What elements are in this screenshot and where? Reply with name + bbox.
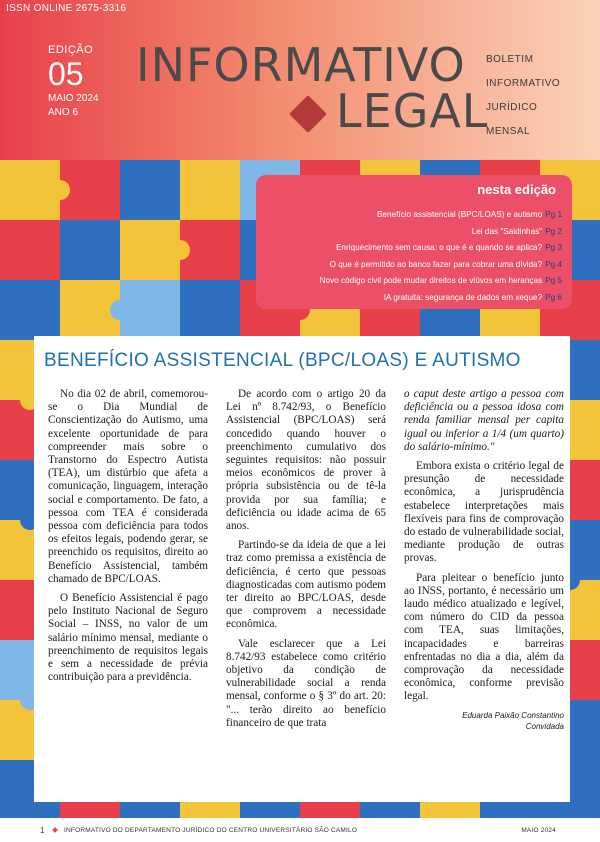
toc-item-page: Pg 2 <box>545 226 562 236</box>
author-signature <box>404 710 564 732</box>
toc-item-text: Lei das "Saidinhas" <box>471 226 543 236</box>
boletim-line: INFORMATIVO <box>486 78 561 89</box>
toc-item[interactable] <box>320 257 562 274</box>
toc-item[interactable] <box>320 224 562 241</box>
toc-list <box>320 207 562 307</box>
paragraph: Partindo-se da ideia de que a lei traz como premissa a existência de deficiência, é certo que pessoas diagnosticadas com autismo podem ter direito ao BPC/LOAS, desde que comprovem a necessidade econômica. <box>226 539 386 631</box>
edition-year: ANO 6 <box>48 107 79 118</box>
boletim-line: JURÍDICO <box>486 102 538 113</box>
toc-item[interactable] <box>320 273 562 290</box>
issn-label: ISSN ONLINE 2675-3316 <box>6 3 127 14</box>
paragraph: Para pleitear o benefício junto ao INSS, portanto, é necessário um laudo médico atualizado e legível, com número do CID da pessoa com TEA, suas limitações, incapacidades e barreiras enfrentadas no dia a dia, além da comprovação da necessidade econômica, conforme previsão legal. <box>404 571 564 703</box>
toc-item-text: IA gratuita: segurança de dados em xeque? <box>383 292 543 302</box>
boletim-line: MENSAL <box>486 126 531 137</box>
footer-page-number: 1 <box>40 826 45 835</box>
author-name: Eduarda Paixão Constantino <box>462 710 564 720</box>
toc-item[interactable] <box>320 290 562 307</box>
toc-item-page: Pg 5 <box>545 276 562 286</box>
edition-label: EDIÇÃO <box>48 44 94 56</box>
toc-item-page: Pg 3 <box>545 243 562 253</box>
article-column-1 <box>48 388 208 690</box>
toc-item-page: Pg 6 <box>545 292 562 302</box>
toc-title: nesta edição <box>477 182 556 197</box>
paragraph: De acordo com o artigo 20 da Lei nº 8.742/93, o Benefício Assistencial (BPC/LOAS) será concedido quando houver o preenchimento cumulativo dos seguintes requisitos: não possuir meios econômicos de prover à própria subsistência ou de tê-la provida por sua família; e deficiência ou idade acima de 65 anos. <box>226 388 386 533</box>
toc-item[interactable] <box>320 207 562 224</box>
edition-date: MAIO 2024 <box>48 93 99 104</box>
author-role: Convidada <box>525 721 564 731</box>
edition-block <box>48 44 99 120</box>
paragraph: No dia 02 de abril, comemorou-se o Dia Mundial de Conscientização do Autismo, uma excelente oportunidade de para compreender mais sobre o Transtorno do Espectro Autista (TEA), um distúrbio que afeta a comunicação, linguagem, interação social e comportamento. De fato, a pessoa com TEA é considerada pessoa com deficiência para todos os efeitos legais, podendo gerar, se preenchido os requisitos, direito ao Benefício Assistencial, também chamado de BPC/LOAS. <box>48 388 208 585</box>
article-title: BENEFÍCIO ASSISTENCIAL (BPC/LOAS) E AUTISMO <box>44 350 521 371</box>
toc-item-text: Enriquecimento sem causa: o que é e quando se aplica? <box>335 243 543 253</box>
toc-item-text: O que é permitido ao banco fazer para cobrar uma dívida? <box>329 259 543 269</box>
toc-item-page: Pg 1 <box>545 210 562 219</box>
paragraph-continuation: o caput deste artigo a pessoa com deficiência ou a pessoa idosa com renda familiar mensal per capita igual ou inferior a 1/4 (um quarto) do salário-mínimo." <box>404 388 564 453</box>
boletim-line: BOLETIM <box>486 54 534 65</box>
article-column-3 <box>404 388 564 732</box>
masthead-subtitle: LEGAL <box>336 84 489 138</box>
paragraph: Embora exista o critério legal de presunção de necessidade econômica, a jurisprudência estabelece interpretações mais flexíveis para fins de comprovação do estado de vulnerabilidade social, mediante produção de outras provas. <box>404 460 564 565</box>
footer-text: INFORMATIVO DO DEPARTAMENTO JURÍDICO DO CENTRO UNIVERSITÁRIO SÃO CAMILO <box>64 827 358 834</box>
toc-item-page: Pg 4 <box>545 259 562 269</box>
toc-item[interactable] <box>320 240 562 257</box>
boletim-label <box>486 48 560 144</box>
toc-item-text: Novo código civil pode mudar direitos de viúvos em heranças <box>319 276 543 286</box>
article-panel <box>34 336 570 802</box>
toc-item-text: Benefício assistencial (BPC/LOAS) e autismo <box>376 210 543 219</box>
footer <box>0 818 600 842</box>
logo-diamond-icon <box>290 96 326 132</box>
logo-diamond-icon <box>51 826 59 834</box>
paragraph: Vale esclarecer que a Lei 8.742/93 estabelece como critério objetivo da condição de vulnerabilidade social a renda mensal, conforme o § 3º do art. 20: "... terão direito ao benefício financeiro de que trata <box>226 637 386 729</box>
footer-date: MAIO 2024 <box>521 827 556 834</box>
article-column-2 <box>226 388 386 736</box>
edition-number: 05 <box>48 56 84 92</box>
masthead-title: INFORMATIVO <box>136 38 466 92</box>
paragraph: O Benefício Assistencial é pago pelo Instituto Nacional de Seguro Social – INSS, no valor de um salário mínimo mensal, mediante o preenchimento de requisitos legais e sem a necessidade de prévia contribuição para a previdência. <box>48 592 208 684</box>
toc-box <box>256 175 572 309</box>
header-banner <box>0 0 600 160</box>
